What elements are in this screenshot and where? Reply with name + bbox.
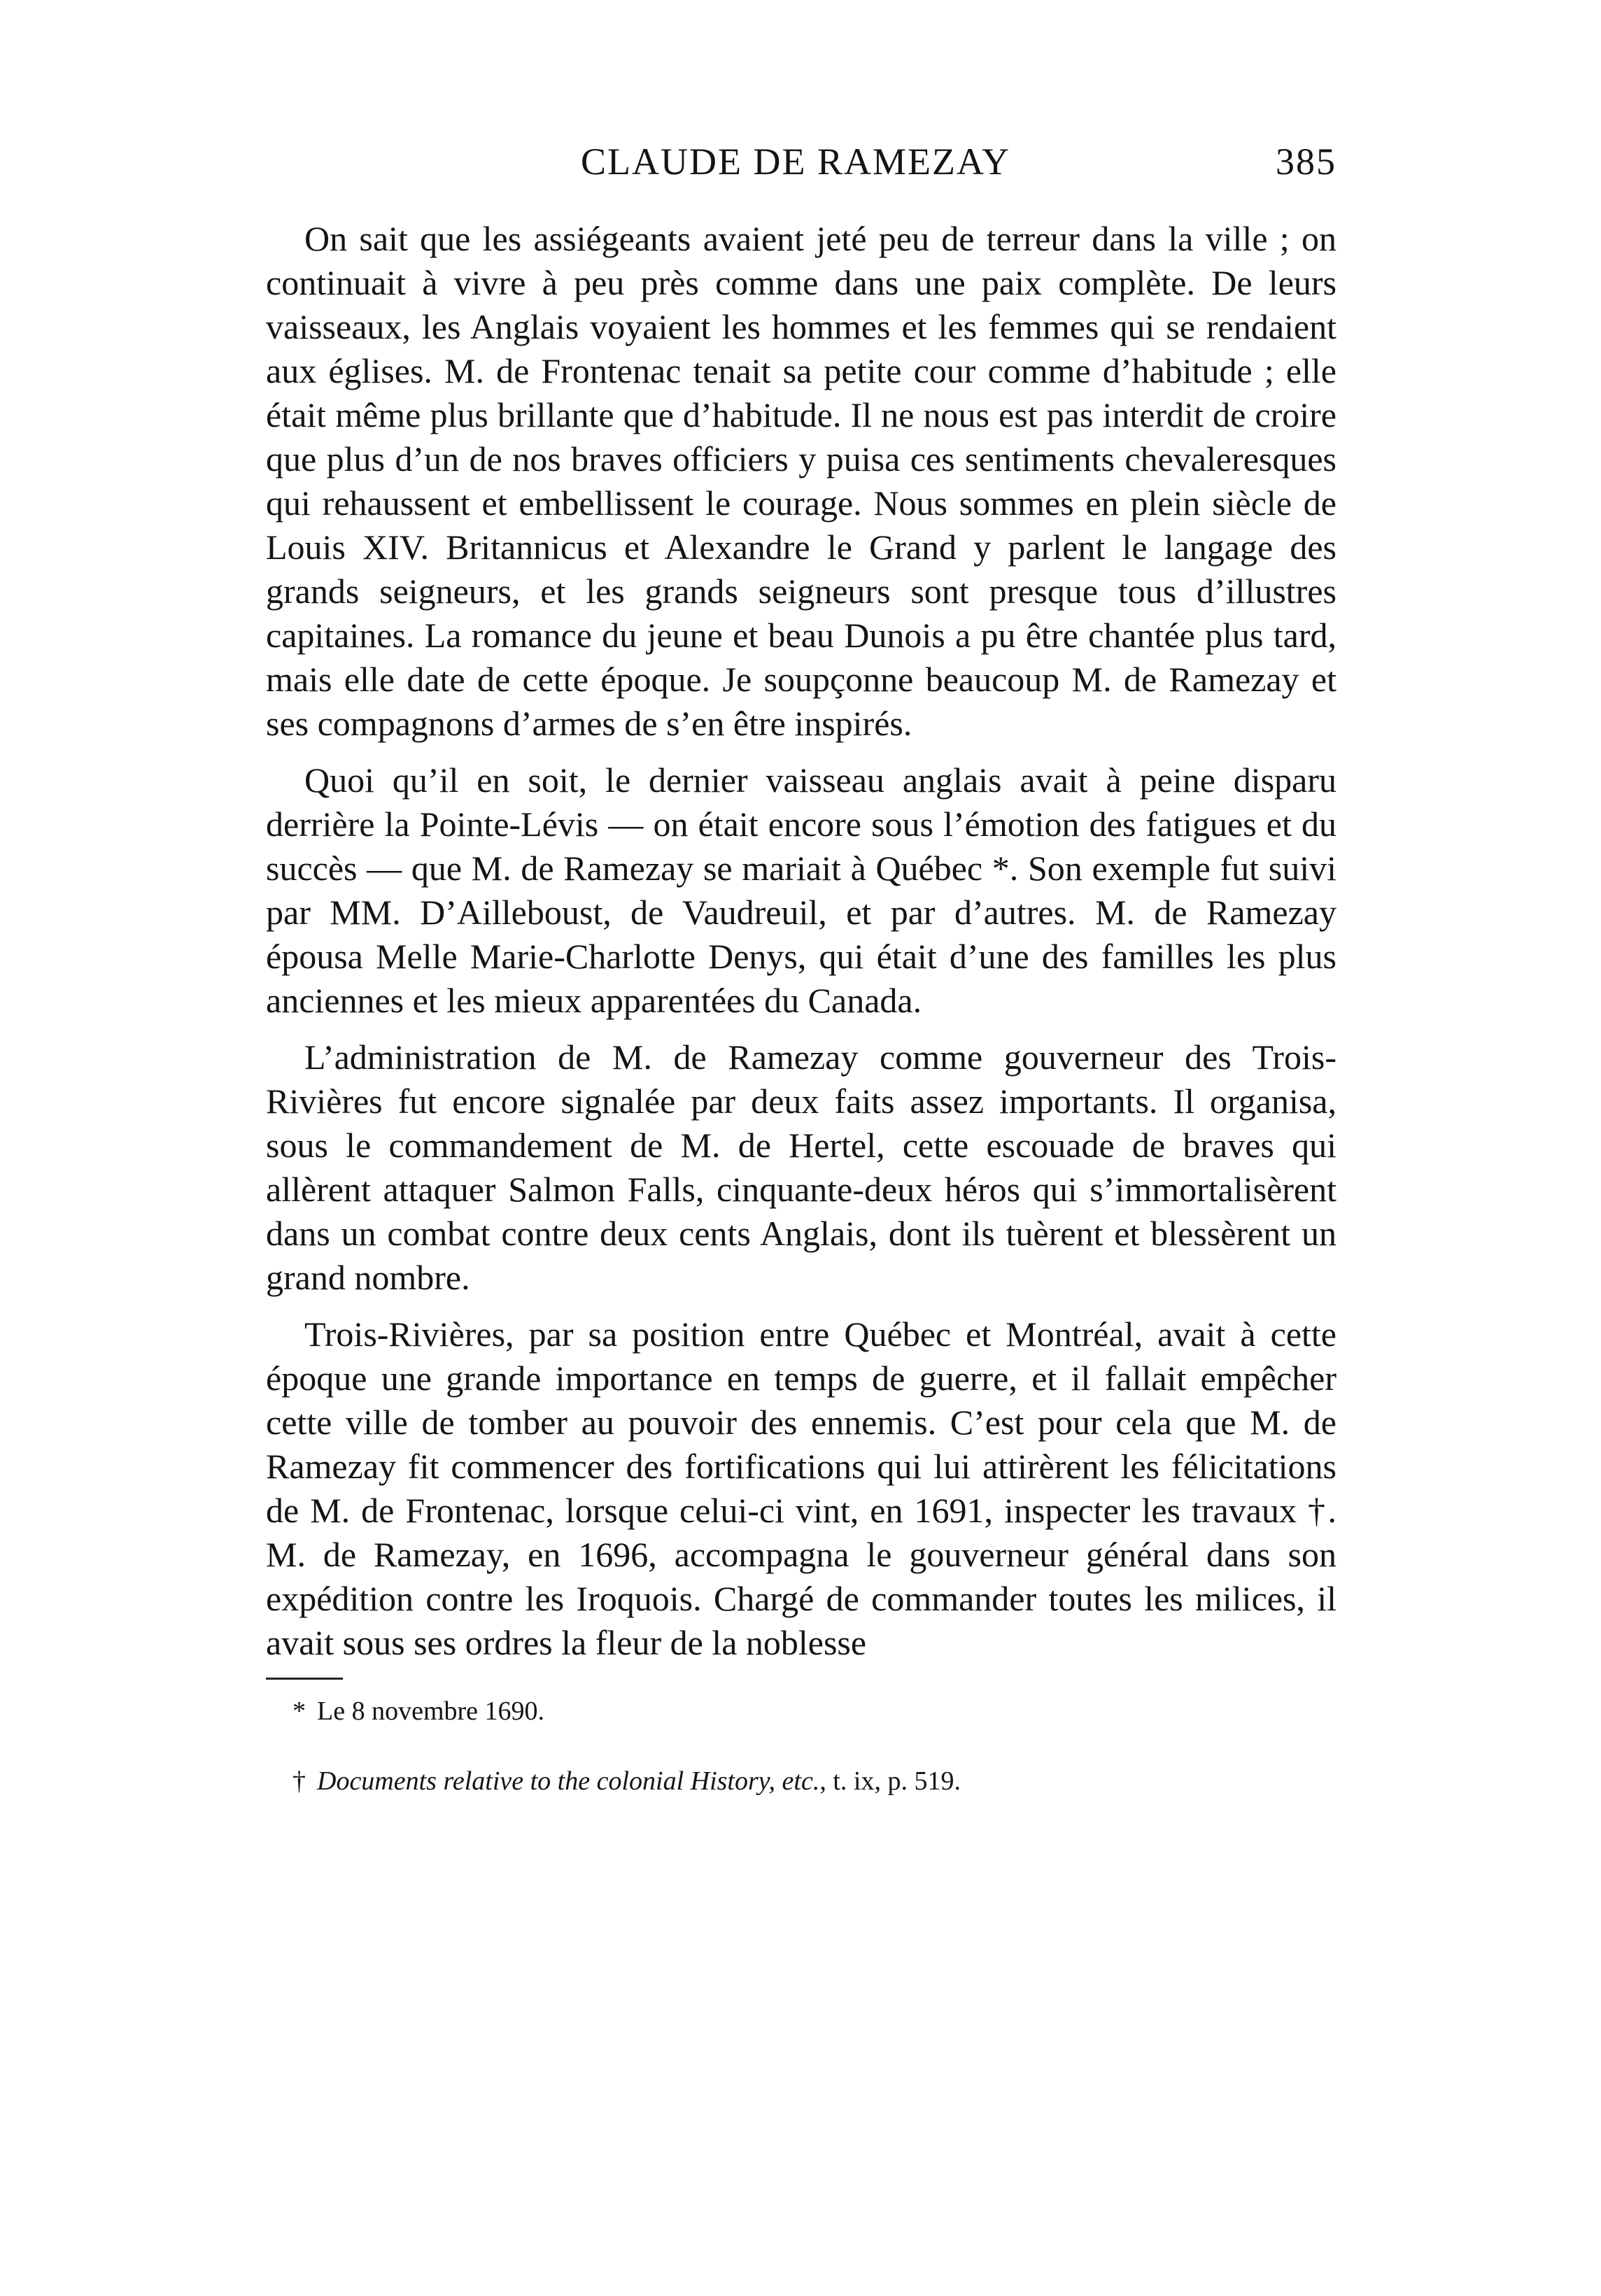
paragraph: L’administration de M. de Ramezay comme gouverneur des Trois-Rivières fut encore signalée par deux faits assez importants. Il organisa, sous le commandement de M. de Hertel, cette escouade de braves qui allèrent attaquer Salmon Falls, cinquante-deux héros qui s’immortalisèrent dans un combat contre deux cents Anglais, dont ils tuèrent et blessèrent un grand nombre. (266, 1037, 1336, 1297)
footnote (292, 1764, 1336, 1799)
footnote-citation-title: Documents relative to the colonial History, etc. (317, 1766, 820, 1796)
book-page (266, 140, 1336, 1834)
paragraph: On sait que les assiégeants avaient jeté peu de terreur dans la ville ; on continuait à vivre à peu près comme dans une paix complète. De leurs vaisseaux, les Anglais voyaient les hommes et les femmes qui se rendaient aux églises. M. de Frontenac tenait sa petite cour comme d’habitude ; elle était même plus brillante que d’habitude. Il ne nous est pas interdit de croire que plus d’un de nos braves officiers y puisa ces sentiments chevaleresques qui rehaussent et embellissent le courage. Nous sommes en plein siècle de Louis XIV. Britannicus et Alexandre le Grand y parlent le langage des grands seigneurs, et les grands seigneurs sont presque tous d’illustres capitaines. La romance du jeune et beau Dunois a pu être chantée plus tard, mais elle date de cette époque. Je soupçonne beaucoup M. de Ramezay et ses compagnons d’armes de s’en être inspirés. (266, 219, 1336, 743)
footnote-mark: * (292, 1696, 306, 1726)
paragraph: Trois-Rivières, par sa position entre Québec et Montréal, avait à cette époque une grande importance en temps de guerre, et il fallait empêcher cette ville de tomber au pouvoir des ennemis. C’est pour cela que M. de Ramezay fit commencer des fortifications qui lui attirèrent les félicitations de M. de Frontenac, lorsque celui-ci vint, en 1691, inspecter les travaux †. M. de Ramezay, en 1696, accompagna le gouverneur général dans son expédition contre les Iroquois. Chargé de commander toutes les milices, il avait sous ses ordres la fleur de la noblesse (266, 1314, 1336, 1662)
page-number: 385 (1276, 141, 1336, 183)
footnote (292, 1694, 1336, 1729)
footnote-citation-rest: , t. ix, p. 519. (819, 1766, 961, 1796)
running-title: CLAUDE DE RAMEZAY (581, 141, 1010, 183)
footnote-divider (266, 1678, 343, 1680)
footnote-mark: † (292, 1766, 306, 1796)
footnote-text: Le 8 novembre 1690. (317, 1696, 545, 1726)
paragraph: Quoi qu’il en soit, le dernier vaisseau anglais avait à peine disparu derrière la Pointe-Lévis — on était encore sous l’émotion des fatigues et du succès — que M. de Ramezay se mariait à Québec *. Son exemple fut suivi par MM. D’Ailleboust, de Vaudreuil, et par d’autres. M. de Ramezay épousa Melle Marie-Charlotte Denys, qui était d’une des familles les plus anciennes et les mieux apparentées du Canada. (266, 760, 1336, 1020)
footnotes (266, 1694, 1336, 1799)
page-header (266, 140, 1336, 189)
body-text (266, 217, 1336, 1665)
